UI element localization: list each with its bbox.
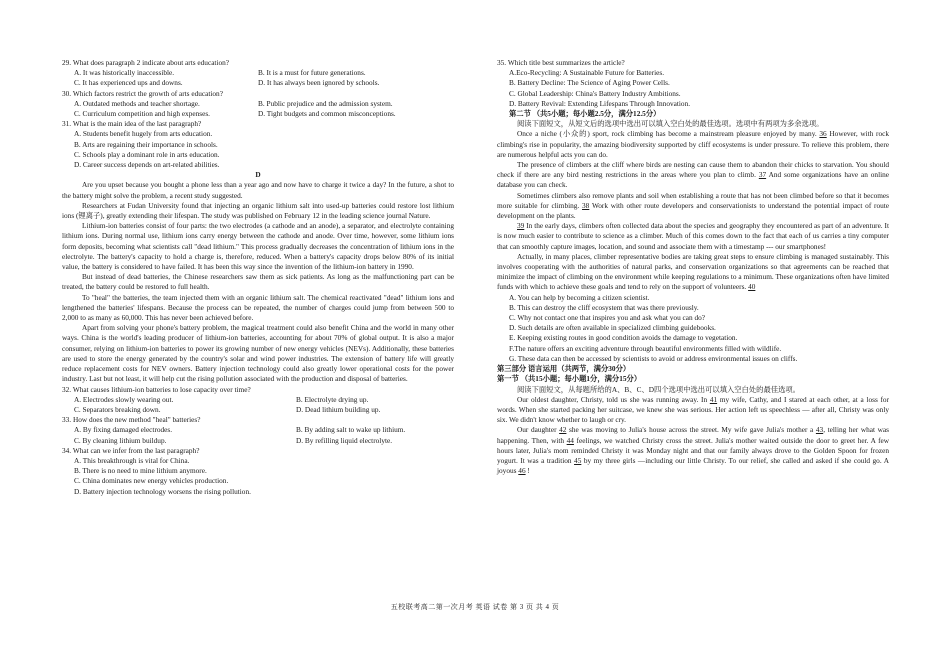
cloze-option-d: D. Such details are often available in specialized climbing guidebooks. — [509, 323, 716, 333]
option-33a: A. By fixing damaged electrodes. — [74, 425, 173, 435]
option-34b: B. There is no need to mine lithium anymore. — [74, 466, 207, 476]
option-30c: C. Curriculum competition and high expenses. — [74, 109, 210, 119]
cloze-option-f: F.The nature offers an exciting adventure through beautiful environments filled with wildlife. — [509, 343, 782, 353]
option-35b: B. Battery Decline: The Science of Aging Power Cells. — [509, 78, 670, 88]
page-footer: 五校联考高二第一次月考 英语 试卷 第 3 页 共 4 页 — [390, 603, 560, 611]
cloze-para-1 — [497, 129, 889, 160]
cloze-option-e: E. Keeping existing routes in good condition avoids the damage to vegetation. — [509, 333, 738, 343]
option-30d: D. Tight budgets and common misconceptions. — [258, 109, 396, 119]
option-29c: C. It has experienced ups and downs. — [74, 78, 183, 88]
story-text: my wife, Cathy, and I stared at each other, at a loss for words. When she started packing her suitcase, we knew she was serious. Her action left us speechless — after all, Christy was only six. We didn't know whether to laugh or cry. — [497, 394, 890, 425]
section-2-instruction: 阅读下面短文，从短文后的选项中选出可以填入空白处的最佳选项。选项中有两项为多余选项。 — [517, 119, 824, 129]
option-32d: D. Dead lithium building up. — [296, 404, 381, 414]
cloze-para-2 — [497, 160, 889, 191]
option-33c: C. By cleaning lithium buildup. — [74, 435, 167, 445]
passage-d-label: D — [255, 170, 261, 180]
option-30a: A. Outdated methods and teacher shortage. — [74, 98, 200, 108]
story-text: feelings, we watched Christy cross the street. Julia's mother waited outside the door to greet her. A few hours later, Julia's mom reminded Christy it was Monday night and that our family always drove to the Golden Spoon for frozen yogurt. It was a tradition — [497, 435, 890, 465]
blank-43: 43 — [815, 425, 824, 435]
left-column — [62, 58, 454, 497]
section-1-instruction: 阅读下面短文，从每题所给的A、B、C、D四个选项中选出可以填入空白处的最佳选项。 — [517, 384, 800, 394]
blank-36: 36 — [819, 129, 827, 139]
cloze-option-g: G. These data can then be accessed by scientists to avoid or address environmental issues on cliffs. — [509, 353, 798, 363]
blank-37: 37 — [758, 170, 767, 180]
cloze-text: Once a niche (小众的) sport, rock climbing has become a mainstream pleasure enjoyed by many. — [517, 129, 817, 139]
blank-44: 44 — [566, 435, 574, 445]
part-3-title: 第三部分 语言运用（共两节，满分30分） — [497, 364, 631, 374]
cloze-text: In the early days, climbers often collected data about the species and geography they encountered as part of an adventure. It is now much easier to contribute to science as a climber. Much of this comes down to the fact that each of us carries a tiny computer that can smoothly capture images, location, and sound and associate them with a timestamp --- our smartphones! — [497, 221, 889, 251]
question-30: 30. Which factors restrict the growth of arts education? — [62, 88, 223, 98]
option-34c: C. China dominates new energy vehicles production. — [74, 476, 229, 486]
story-text: ! — [527, 466, 530, 476]
blank-40: 40 — [748, 282, 756, 292]
right-column — [497, 58, 889, 476]
passage-d-para-1: Are you upset because you bought a phone less than a year ago and now have to charge it twice a day? In the future, a shot to the battery might solve the problem, a recent study suggested. — [62, 180, 454, 200]
cloze-text: Actually, in many places, climber representative bodies are taking great steps to ensure climbing is managed sustainably. This involves cooperating with the authorities of natural parks, and conservation organizations so that agreements can be reached that minimize the impact of climbing on the environment while keeping regulations to a minimum. These organizations often have limited funds with which to achieve these goals and tend to rely on the support of volunteers. — [497, 251, 889, 292]
option-34a: A. This breakthrough is vital for China. — [74, 455, 190, 465]
blank-42: 42 — [559, 425, 567, 435]
story-text: Our daughter — [517, 425, 557, 435]
option-31b: B. Arts are regaining their importance in schools. — [74, 139, 218, 149]
story-para-1 — [497, 395, 889, 426]
option-35d: D. Battery Revival: Extending Lifespans Through Innovation. — [509, 98, 691, 108]
cloze-text: And some organizations have an online database you can check. — [497, 170, 890, 190]
section-2-title: 第二节 （共5小题；每小题2.5分，满分12.5分） — [509, 109, 661, 119]
cloze-option-b: B. This can destroy the cliff ecosystem that was there previously. — [509, 302, 699, 312]
option-29b: B. It is a must for future generations. — [258, 68, 366, 78]
option-33b: B. By adding salt to wake up lithium. — [296, 425, 406, 435]
option-31a: A. Students benefit hugely from arts education. — [74, 129, 213, 139]
cloze-text: Work with other route developers and conservationists to understand the potential impact of route development on the plants. — [497, 200, 890, 221]
question-29: 29. What does paragraph 2 indicate about arts education? — [62, 58, 230, 67]
blank-46: 46 — [518, 466, 526, 476]
cloze-para-3 — [497, 191, 889, 222]
story-text: by my three girls —including our little Christy. To our relief, she called and asked if she could go. A joyous — [497, 455, 889, 476]
cloze-text: However, with rock climbing's rise in popularity, the amazing biodiversity supported by cliff ecosystems is under pressure. To relieve this problem, there are numerous helpful acts you can do. — [497, 129, 890, 159]
passage-d-para-5: To "heal" the batteries, the team injected them with an organic lithium salt. The chemical reactivated "dead" lithium ions and lengthened the batteries' lifespans. Because the process can be repeated, the number of charges could jump from between 500 to 2,000 to as many as 60,000. This has never been achieved before. — [62, 292, 454, 323]
passage-d-para-4: But instead of dead batteries, the Chinese researchers saw them as sick patients. As long as the malfunctioning part can be treated, the battery could be restored to full health. — [62, 272, 454, 292]
question-33: 33. How does the new method "heal" batteries? — [62, 415, 201, 425]
cloze-text: The presence of climbers at the cliff where birds are nesting can cause them to abandon their chicks to starvation. You should check if there are any bird nesting restrictions in the areas where you plan to climb. — [497, 160, 889, 180]
option-32a: A. Electrodes slowly wearing out. — [74, 394, 174, 404]
story-text: , telling her what was happening. Then, with — [497, 425, 889, 445]
passage-d-para-2: Researchers at Fudan University found that injecting an organic lithium salt into used-up batteries could restore lost lithium ions (锂离子), greatly extending their lifespan. The study was published on February 12 in the leading science journal Nature. — [62, 200, 454, 221]
option-32b: B. Electrolyte drying up. — [296, 394, 369, 404]
option-33d: D. By refilling liquid electrolyte. — [296, 435, 393, 445]
question-31: 31. What is the main idea of the last paragraph? — [62, 119, 202, 129]
cloze-text: Sometimes climbers also remove plants and soil when establishing a route that has not been climbed before so that it becomes more suitable for climbing. — [497, 190, 889, 210]
option-35c: C. Global Leadership: China's Battery Industry Ambitions. — [509, 88, 681, 98]
story-text: Our oldest daughter, Christy, told us she was running away. In — [517, 394, 708, 404]
option-29d: D. It has always been ignored by schools. — [258, 78, 380, 88]
story-text: she was moving to Julia's house across the street. My wife gave Julia's mother a — [569, 425, 814, 435]
option-29a: A. It was historically inaccessible. — [74, 68, 175, 78]
option-32c: C. Separators breaking down. — [74, 404, 161, 414]
blank-38: 38 — [582, 200, 590, 210]
question-32: 32. What causes lithium-ion batteries to lose capacity over time? — [62, 384, 251, 394]
option-30b: B. Public prejudice and the admission system. — [258, 98, 393, 108]
story-para-2 — [497, 425, 889, 476]
question-35: 35. Which title best summarizes the article? — [497, 58, 625, 67]
passage-d-para-3: Lithium-ion batteries consist of four parts: the two electrodes (a cathode and an anode), a separator, and electrolyte containing lithium ions. During normal use, lithium ions carry energy between the cathode and anode. Over time, however, some lithium ions form deposits, becoming what scientists call "dead lithium." This process gradually decreases the concentration of lithium ions in the electrolyte. The battery's capacity to hold a charge is, therefore, reduced. When a battery's capacity drops below 80% of its initial value, the battery is considered to have failed. It has been this way since the invention of the lithium-ion battery in 1990. — [62, 221, 454, 272]
cloze-option-c: C. Why not contact one that inspires you and ask what you can do? — [509, 313, 706, 323]
option-34d: D. Battery injection technology worsens the rising pollution. — [74, 486, 251, 496]
blank-41: 41 — [709, 394, 718, 404]
blank-45: 45 — [574, 455, 582, 465]
question-34: 34. What can we infer from the last paragraph? — [62, 445, 200, 455]
cloze-para-4 — [497, 221, 889, 252]
cloze-option-a: A. You can help by becoming a citizen scientist. — [509, 292, 650, 302]
passage-d-para-6: Apart from solving your phone's battery problem, the magical treatment could also benefit China and the world in many other ways. China is the world's leading producer of lithium-ion batteries, accounting for about 70% of global output. It is also a major consumer, relying on lithium-ion batteries to power its growing number of new energy vehicles (NEVs). Additionally, these batteries are used to store the energy generated by the country's solar and wind power industries. The extension of battery life will greatly reduce replacement costs for NEV owners. Battery injection technology could also greatly lower operational costs for the power industry. Last but not least, it will help cut the rising pollution associated with the production and disposal of batteries. — [62, 323, 454, 384]
option-35a: A.Eco-Recycling: A Sustainable Future for Batteries. — [509, 68, 665, 78]
section-1-title: 第一节 （共15小题；每小题1分，满分15分） — [497, 374, 642, 384]
cloze-para-5 — [497, 252, 889, 293]
option-31c: C. Schools play a dominant role in arts education. — [74, 149, 220, 159]
option-31d: D. Career success depends on art-related abilities. — [74, 160, 220, 170]
blank-39: 39 — [517, 221, 525, 231]
